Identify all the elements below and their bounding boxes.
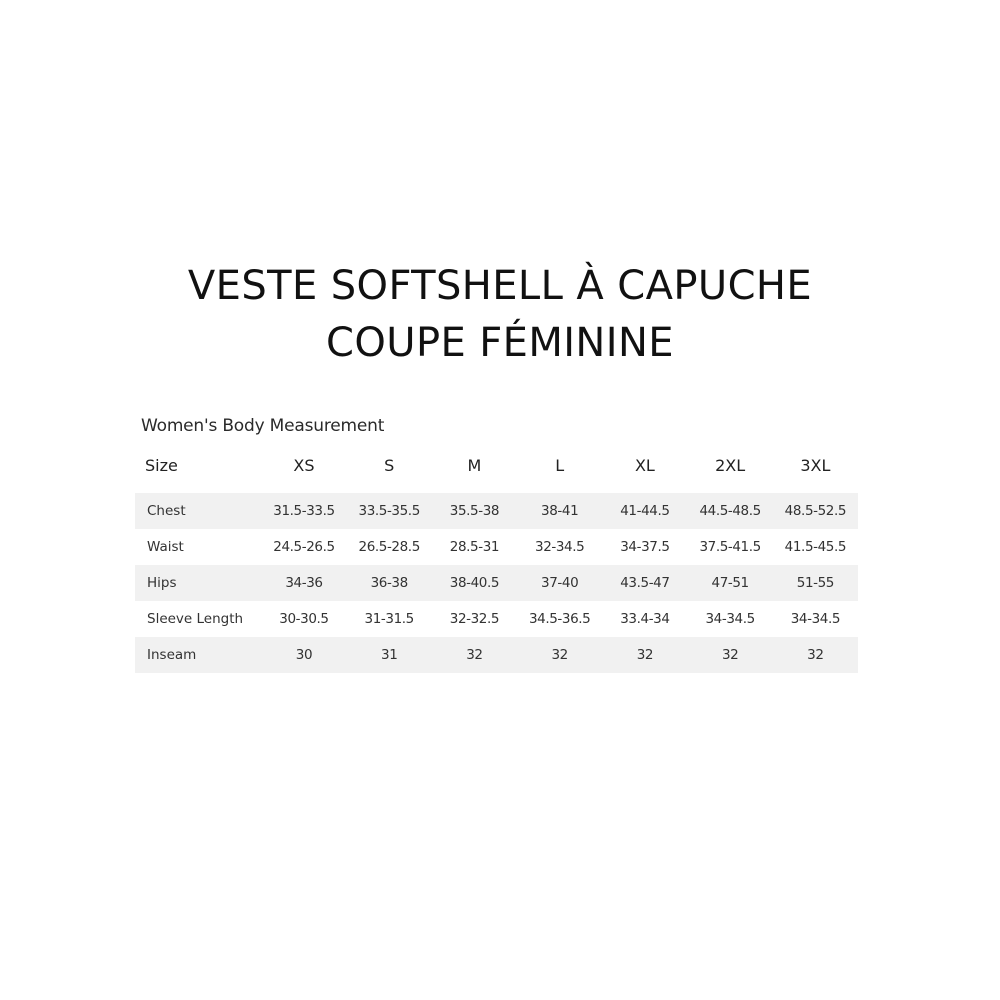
table-cell: 32 (602, 637, 687, 673)
table-row-inseam (135, 637, 858, 673)
table-row-waist (135, 529, 858, 565)
table-cell: 24.5-26.5 (273, 539, 335, 555)
table-cell: 30-30.5 (279, 611, 329, 627)
table-cell: 32-32.5 (449, 611, 500, 627)
column-header-size: Size (145, 455, 178, 475)
table-cell: 31.5-33.5 (261, 493, 346, 529)
table-cell: 32 (773, 637, 858, 673)
table-cell: 31 (347, 637, 432, 673)
title-line-1: VESTE SOFTSHELL À CAPUCHE (187, 263, 813, 309)
table-cell: 35.5-38 (432, 493, 517, 529)
table-cell: 32 (517, 637, 602, 673)
column-header-s: S (384, 455, 395, 475)
table-cell: 37-40 (517, 565, 602, 601)
column-header-3xl: 3XL (800, 455, 831, 475)
table-cell: 28.5-31 (449, 539, 500, 555)
table-cell: 37.5-41.5 (699, 539, 761, 555)
table-cell: 33.4-34 (620, 611, 670, 627)
table-cell: 31-31.5 (364, 611, 414, 627)
row-label: Chest (135, 493, 261, 529)
table-cell: 48.5-52.5 (773, 493, 858, 529)
table-cell: 41.5-45.5 (784, 539, 847, 555)
column-header-l: L (555, 455, 565, 475)
table-cell: 34-34.5 (705, 611, 755, 627)
size-chart-heading: Women's Body Measurement (141, 416, 385, 436)
column-header-2xl: 2XL (715, 455, 746, 475)
table-cell: 34-37.5 (620, 539, 670, 555)
table-cell: 41-44.5 (602, 493, 687, 529)
row-label: Sleeve Length (147, 611, 244, 627)
column-header-m: M (467, 455, 482, 475)
table-cell: 34-36 (261, 565, 346, 601)
table-cell: 32-34.5 (535, 539, 585, 555)
row-label: Inseam (135, 637, 261, 673)
column-header-xl: XL (634, 455, 655, 475)
table-header-row (135, 446, 858, 484)
title-line-2: COUPE FÉMININE (326, 320, 674, 366)
table-cell: 47-51 (688, 565, 773, 601)
size-chart-table (135, 446, 858, 673)
table-cell: 30 (261, 637, 346, 673)
table-cell: 38-40.5 (432, 565, 517, 601)
table-cell: 38-41 (517, 493, 602, 529)
table-cell: 51-55 (773, 565, 858, 601)
table-row-hips (135, 565, 858, 601)
table-row-chest (135, 493, 858, 529)
table-cell: 34.5-36.5 (528, 611, 591, 627)
table-cell: 32 (688, 637, 773, 673)
table-cell: 33.5-35.5 (347, 493, 432, 529)
table-cell: 32 (432, 637, 517, 673)
column-header-xs: XS (293, 455, 315, 475)
table-cell: 44.5-48.5 (688, 493, 773, 529)
table-cell: 34-34.5 (790, 611, 841, 627)
table-cell: 26.5-28.5 (358, 539, 420, 555)
row-label: Hips (135, 565, 261, 601)
table-cell: 36-38 (347, 565, 432, 601)
table-cell: 43.5-47 (602, 565, 687, 601)
table-row-sleeve-length (135, 601, 858, 637)
row-label: Waist (147, 539, 184, 555)
page-title (0, 258, 1000, 372)
